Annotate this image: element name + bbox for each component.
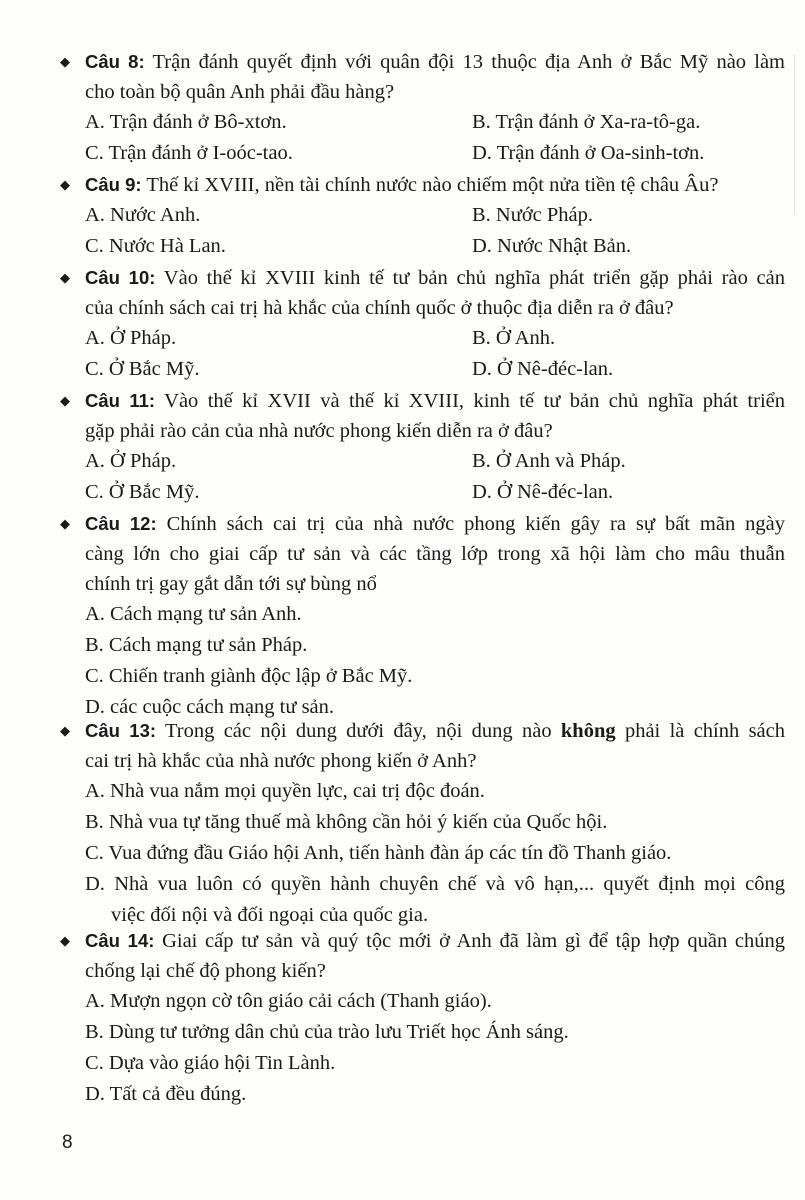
question-line [60, 47, 785, 77]
option-b[interactable]: B. Dùng tư tưởng dân chủ của trào lưu Triết học Ánh sáng. [85, 1021, 569, 1043]
diamond-bullet-icon: ◆ [60, 393, 70, 408]
question-label: Câu 10: [85, 267, 156, 288]
option-d[interactable]: D. Trận đánh ở Oa-sinh-tơn. [472, 142, 705, 164]
diamond-bullet-icon: ◆ [60, 723, 70, 738]
option-b[interactable]: B. Ở Anh. [472, 327, 556, 349]
option-a[interactable]: A. Ở Pháp. [85, 327, 177, 349]
option-d[interactable]: D. các cuộc cách mạng tư sản. [85, 696, 335, 718]
question-9 [60, 170, 785, 262]
option-a[interactable]: A. Mượn ngọn cờ tôn giáo cải cách (Thanh giáo). [85, 990, 492, 1012]
option-a[interactable]: A. Nhà vua nắm mọi quyền lực, cai trị độc đoán. [85, 780, 485, 802]
question-text: Giai cấp tư sản và quý tộc mới ở Anh đã làm gì để tập hợp quần chúng [162, 930, 785, 952]
question-label: Câu 14: [85, 930, 155, 951]
question-line [60, 716, 785, 746]
option-d[interactable]: D. Nước Nhật Bản. [472, 235, 632, 257]
option-c[interactable]: C. Ở Bắc Mỹ. [85, 481, 200, 503]
diamond-bullet-icon: ◆ [60, 54, 70, 69]
option-b[interactable]: B. Cách mạng tư sản Pháp. [85, 634, 308, 656]
option-row [60, 323, 785, 354]
option-c[interactable]: C. Ở Bắc Mỹ. [85, 358, 200, 380]
question-14 [60, 926, 785, 1110]
question-11 [60, 386, 785, 508]
option-d-continuation: việc đối nội và đối ngoại của quốc gia. [111, 904, 429, 926]
option-b[interactable]: B. Nước Pháp. [472, 204, 594, 226]
question-text: Vào thế kỉ XVIII kinh tế tư bản chủ nghĩa phát triển gặp phải rào cản [163, 267, 786, 289]
page-number: 8 [62, 1132, 73, 1153]
question-label: Câu 13: [85, 720, 157, 741]
option-c[interactable]: C. Nước Hà Lan. [85, 235, 226, 257]
question-line [60, 926, 785, 956]
question-text: Trận đánh quyết định với quân đội 13 thuộc địa Anh ở Bắc Mỹ nào làm [152, 51, 785, 73]
question-label: Câu 8: [85, 51, 145, 72]
option-d[interactable]: D. Nhà vua luôn có quyền hành chuyên chế và vô hạn,... quyết định mọi công [85, 873, 785, 895]
bleed-through-border [794, 55, 795, 215]
option-c[interactable]: C. Vua đứng đầu Giáo hội Anh, tiến hành đàn áp các tín đồ Thanh giáo. [85, 842, 672, 864]
question-8 [60, 47, 785, 169]
option-a[interactable]: A. Ở Pháp. [85, 450, 177, 472]
question-text: chính trị gay gắt dẫn tới sự bùng nổ [85, 573, 377, 595]
emphasis-text: không [560, 720, 616, 742]
option-d[interactable]: D. Tất cả đều đúng. [85, 1083, 247, 1105]
question-13 [60, 716, 785, 931]
option-row [60, 446, 785, 477]
question-text: Chính sách cai trị của nhà nước phong kiến gây ra sự bất mãn ngày [166, 513, 785, 535]
question-label: Câu 11: [85, 390, 156, 411]
option-d[interactable]: D. Ở Nê-đéc-lan. [472, 481, 614, 503]
question-text: càng lớn cho giai cấp tư sản và các tầng lớp trong xã hội làm cho mâu thuẫn [85, 543, 785, 565]
question-line [60, 263, 785, 293]
question-12 [60, 509, 785, 723]
question-text: Trong các nội dung dưới đây, nội dung nào [165, 720, 561, 742]
question-line [60, 170, 785, 200]
option-row [60, 200, 785, 231]
question-line [60, 509, 785, 539]
option-b[interactable]: B. Ở Anh và Pháp. [472, 450, 626, 472]
option-row [60, 477, 785, 508]
option-a[interactable]: A. Trận đánh ở Bô-xtơn. [85, 111, 287, 133]
option-b[interactable]: B. Nhà vua tự tăng thuế mà không cần hỏi ý kiến của Quốc hội. [85, 811, 608, 833]
option-a[interactable]: A. Nước Anh. [85, 204, 201, 226]
question-text: Thế kỉ XVIII, nền tài chính nước nào chiếm một nửa tiền tệ châu Âu? [146, 174, 719, 196]
option-a[interactable]: A. Cách mạng tư sản Anh. [85, 603, 302, 625]
option-row [60, 138, 785, 169]
option-row [60, 354, 785, 385]
question-text: của chính sách cai trị hà khắc của chính quốc ở thuộc địa diễn ra ở đâu? [85, 297, 674, 319]
question-text: chống lại chế độ phong kiến? [85, 960, 326, 982]
question-text: Vào thế kỉ XVII và thế kỉ XVIII, kinh tế tư bản chủ nghĩa phát triển [164, 390, 785, 412]
question-label: Câu 12: [85, 513, 157, 534]
option-b[interactable]: B. Trận đánh ở Xa-ra-tô-ga. [472, 111, 701, 133]
question-text: cai trị hà khắc của nhà nước phong kiến ở Anh? [85, 750, 477, 772]
question-label: Câu 9: [85, 174, 142, 195]
option-c[interactable]: C. Trận đánh ở I-oóc-tao. [85, 142, 293, 164]
question-10 [60, 263, 785, 385]
question-line [60, 386, 785, 416]
question-text: phải là chính sách [615, 720, 785, 742]
diamond-bullet-icon: ◆ [60, 270, 70, 285]
question-text: cho toàn bộ quân Anh phải đầu hàng? [85, 81, 395, 103]
option-row [60, 231, 785, 262]
option-c[interactable]: C. Chiến tranh giành độc lập ở Bắc Mỹ. [85, 665, 413, 687]
option-row [60, 107, 785, 138]
question-text: gặp phải rào cản của nhà nước phong kiến diễn ra ở đâu? [85, 420, 553, 442]
diamond-bullet-icon: ◆ [60, 516, 70, 531]
diamond-bullet-icon: ◆ [60, 933, 70, 948]
option-d[interactable]: D. Ở Nê-đéc-lan. [472, 358, 614, 380]
option-c[interactable]: C. Dựa vào giáo hội Tin Lành. [85, 1052, 336, 1074]
diamond-bullet-icon: ◆ [60, 177, 70, 192]
